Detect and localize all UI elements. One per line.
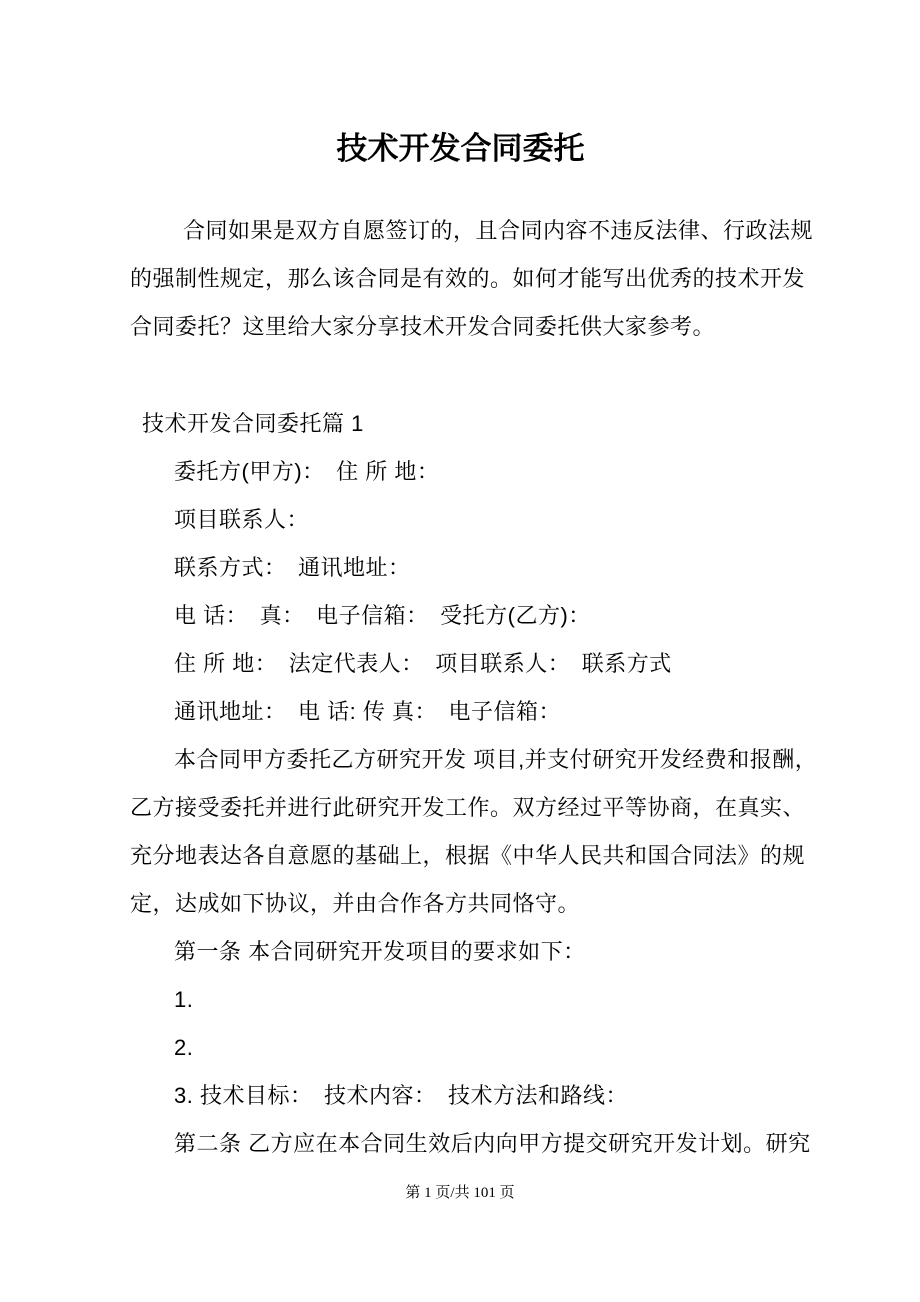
contract-field-line: 电 话： 真： 电子信箱： 受托方(乙方)：	[174, 603, 591, 628]
document-title: 技术开发合同委托	[336, 131, 585, 166]
contract-field-line: 委托方(甲方)： 住 所 地：	[174, 459, 440, 484]
clause-line: 第一条 本合同研究开发项目的要求如下：	[174, 939, 586, 964]
page-number-indicator: 第 1 页/共 101 页	[405, 1185, 515, 1201]
intro-paragraph-line: 的强制性规定，那么该合同是有效的。如何才能写出优秀的技术开发	[130, 266, 806, 291]
clause-line: 第二条 乙方应在本合同生效后内向甲方提交研究开发计划。研究	[174, 1131, 811, 1156]
body-paragraph-line: 定，达成如下协议，并由合作各方共同恪守。	[130, 891, 581, 916]
contract-field-line: 住 所 地： 法定代表人： 项目联系人： 联系方式	[174, 651, 672, 676]
list-item-line: 3. 技术目标： 技术内容： 技术方法和路线：	[174, 1083, 628, 1108]
contract-field-line: 项目联系人：	[174, 507, 310, 532]
list-item-line: 1.	[174, 987, 194, 1012]
section-heading: 技术开发合同委托篇 1	[142, 411, 364, 436]
contract-field-line: 通讯地址： 电 话: 传 真： 电子信箱：	[174, 699, 561, 724]
contract-field-line: 联系方式： 通讯地址：	[174, 555, 411, 580]
body-paragraph-line: 乙方接受委托并进行此研究开发工作。双方经过平等协商，在真实、	[130, 795, 806, 820]
list-item-line: 2.	[174, 1035, 194, 1060]
intro-paragraph-line: 合同如果是双方自愿签订的，且合同内容不违反法律、行政法规	[183, 218, 814, 243]
intro-paragraph-line: 合同委托？这里给大家分享技术开发合同委托供大家参考。	[130, 314, 716, 339]
body-paragraph-line: 充分地表达各自意愿的基础上，根据《中华人民共和国合同法》的规	[130, 843, 806, 868]
body-paragraph-line: 本合同甲方委托乙方研究开发 项目,并支付研究开发经费和报酬，	[174, 747, 818, 772]
